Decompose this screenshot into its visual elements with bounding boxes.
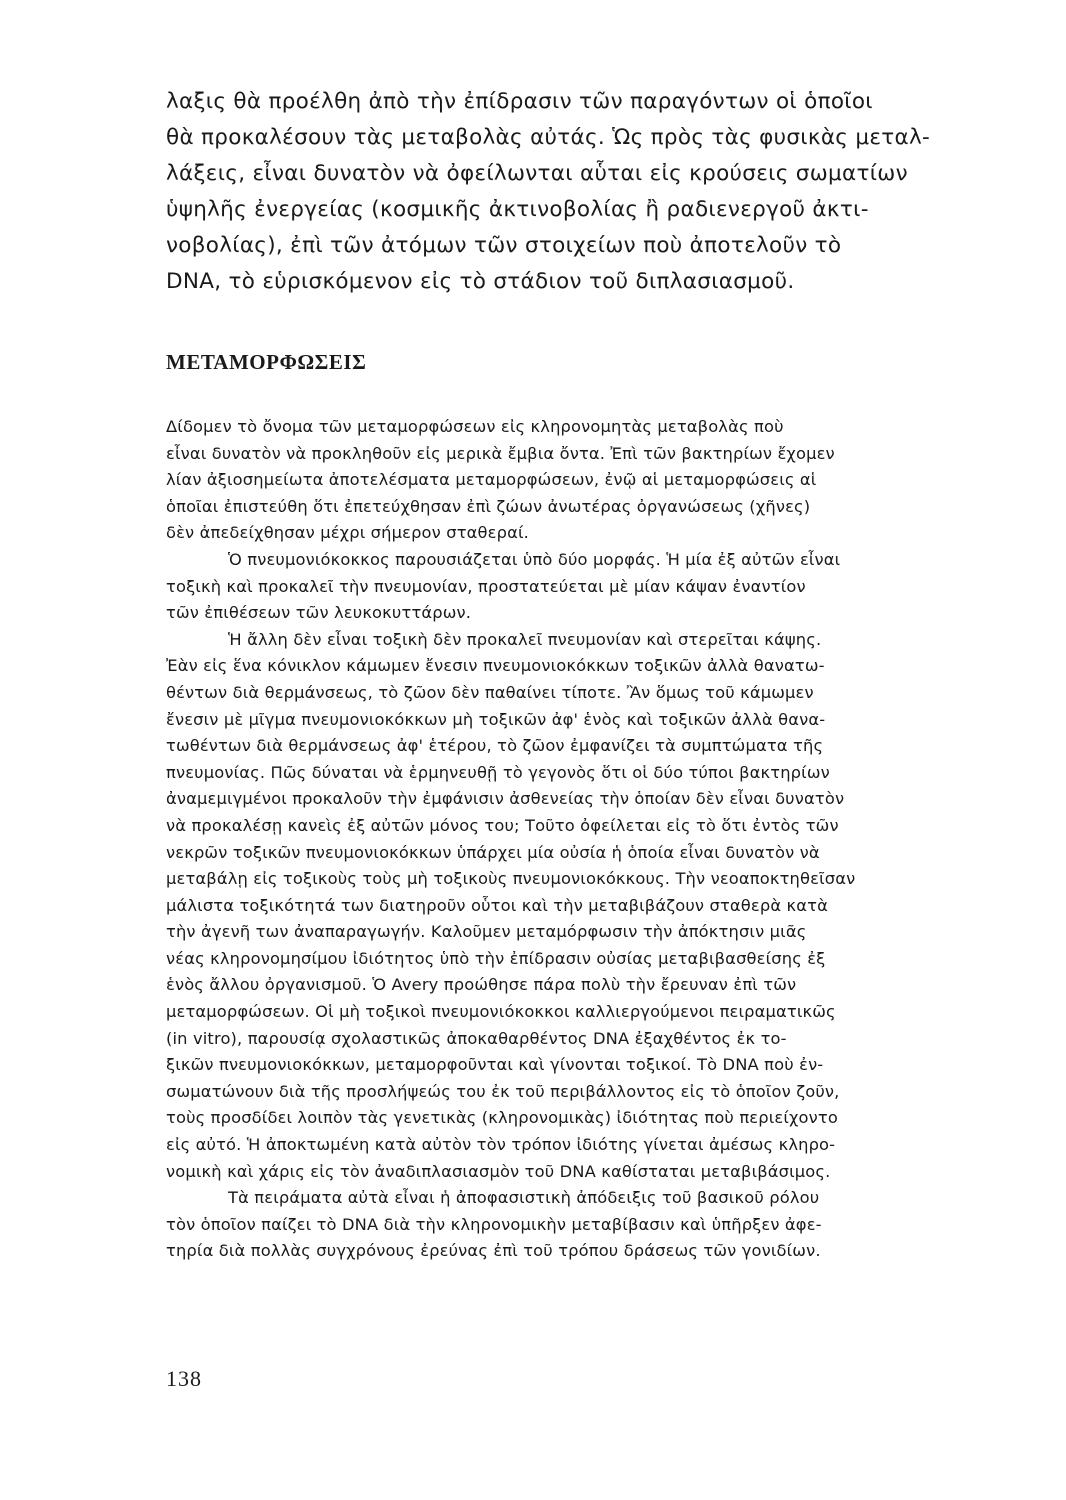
text-line: δὲν ἀπεδείχθησαν μέχρι σήμερον σταθεραί.	[166, 523, 529, 543]
text-line: νομικὴ καὶ χάρις εἰς τὸν ἀναδιπλασιασμὸν τοῦ DNA καθίσταται μεταβιβάσιμος.	[166, 1161, 831, 1181]
section-body	[166, 414, 1006, 1265]
text-line: (in vitro), παρουσίᾳ σχολαστικῶς ἀποκαθαρθέντος DNA ἐξαχθέντος ἐκ το-	[166, 1028, 787, 1048]
text-line: τῶν ἐπιθέσεων τῶν λευκοκυττάρων.	[166, 603, 472, 623]
section-heading: ΜΕΤΑΜΟΡΦΩΣΕΙΣ	[166, 350, 367, 374]
text-line: Δίδομεν τὸ ὄνομα τῶν μεταμορφώσεων εἰς κληρονομητὰς μεταβολὰς ποὺ	[166, 417, 784, 436]
text-line: πνευμονίας. Πῶς δύναται νὰ ἑρμηνευθῇ τὸ γεγονὸς ὅτι οἱ δύο τύποι βακτηρίων	[166, 762, 830, 782]
text-line: τὸν ὁποῖον παίζει τὸ DNA διὰ τὴν κληρονομικὴν μεταβίβασιν καὶ ὑπῆρξεν ἀφε-	[166, 1214, 822, 1234]
text-line: μάλιστα τοξικότητά των διατηροῦν οὗτοι καὶ τὴν μεταβιβάζουν σταθερὰ κατὰ	[166, 895, 828, 915]
page-number: 138	[166, 1366, 202, 1391]
text-line: ὑψηλῆς ἐνεργείας (κοσμικῆς ἀκτινοβολίας ἢ ραδιενεργοῦ ἀκτι-	[166, 197, 869, 222]
text-line: ἀναμεμιγμένοι προκαλοῦν τὴν ἐμφάνισιν ἀσθενείας τὴν ὁποίαν δὲν εἶναι δυνατὸν	[166, 789, 845, 809]
text-line: ἑνὸς ἄλλου ὀργανισμοῦ. Ὁ Avery προώθησε πάρα πολὺ τὴν ἔρευναν ἐπὶ τῶν	[166, 975, 797, 995]
text-line: Ἐὰν εἰς ἕνα κόνικλον κάμωμεν ἔνεσιν πνευμονιοκόκκων τοξικῶν ἀλλὰ θανατω-	[166, 656, 825, 676]
text-line: νοβολίας), ἐπὶ τῶν ἀτόμων τῶν στοιχείων ποὺ ἀποτελοῦν τὸ	[166, 233, 842, 258]
continued-paragraph	[166, 84, 1006, 300]
text-line: μεταμορφώσεων. Οἱ μὴ τοξικοὶ πνευμονιόκοκκοι καλλιεργούμενοι πειραματικῶς	[166, 1002, 836, 1022]
text-line: ὁποῖαι ἐπιστεύθη ὅτι ἐπετεύχθησαν ἐπὶ ζώων ἀνωτέρας ὀργανώσεως (χῆνες)	[166, 496, 811, 516]
text-line: θὰ προκαλέσουν τὰς μεταβολὰς αὐτάς. Ὡς πρὸς τὰς φυσικὰς μεταλ-	[166, 125, 931, 150]
text-line: ξικῶν πνευμονιοκόκκων, μεταμορφοῦνται καὶ γίνονται τοξικοί. Τὸ DNA ποὺ ἐν-	[166, 1055, 824, 1075]
text-line: νέας κληρονομησίμου ἰδιότητος ὑπὸ τὴν ἐπίδρασιν οὐσίας μεταβιβασθείσης ἐξ	[166, 948, 826, 968]
text-line: εἶναι δυνατὸν νὰ προκληθοῦν εἰς μερικὰ ἔμβια ὄντα. Ἐπὶ τῶν βακτηρίων ἔχομεν	[166, 443, 835, 463]
text-line: Ἡ ἄλλη δὲν εἶναι τοξικὴ δὲν προκαλεῖ πνευμονίαν καὶ στερεῖται κάψης.	[228, 629, 822, 649]
text-line: τωθέντων διὰ θερμάνσεως ἀφ' ἑτέρου, τὸ ζῶον ἐμφανίζει τὰ συμπτώματα τῆς	[166, 736, 824, 756]
text-line: DNA, τὸ εὑρισκόμενον εἰς τὸ στάδιον τοῦ διπλασιασμοῦ.	[166, 269, 795, 294]
text-line: εἰς αὐτό. Ἡ ἀποκτωμένη κατὰ αὐτὸν τὸν τρόπον ἰδιότης γίνεται ἀμέσως κληρο-	[166, 1135, 836, 1155]
text-line: λίαν ἀξιοσημείωτα ἀποτελέσματα μεταμορφώσεων, ἐνῷ αἱ μεταμορφώσεις αἱ	[166, 470, 817, 490]
text-line: τὴν ἀγενῆ των ἀναπαραγωγήν. Καλοῦμεν μεταμόρφωσιν τὴν ἀπόκτησιν μιᾶς	[166, 922, 807, 942]
text-line: Ὁ πνευμονιόκοκκος παρουσιάζεται ὑπὸ δύο μορφάς. Ἡ μία ἐξ αὐτῶν εἶναι	[228, 549, 841, 569]
text-line: τηρία διὰ πολλὰς συγχρόνους ἐρεύνας ἐπὶ τοῦ τρόπου δράσεως τῶν γονιδίων.	[166, 1241, 821, 1261]
text-line: μεταβάλῃ εἰς τοξικοὺς τοὺς μὴ τοξικοὺς πνευμονιοκόκκους. Τὴν νεοαποκτηθεῖσαν	[166, 869, 856, 889]
text-line: τοξικὴ καὶ προκαλεῖ τὴν πνευμονίαν, προστατεύεται μὲ μίαν κάψαν ἐναντίον	[166, 576, 806, 596]
text-line: λάξεις, εἶναι δυνατὸν νὰ ὀφείλωνται αὗται εἰς κρούσεις σωματίων	[166, 161, 908, 186]
text-line: σωματώνουν διὰ τῆς προσλήψεώς του ἐκ τοῦ περιβάλλοντος εἰς τὸ ὁποῖον ζοῦν,	[166, 1081, 840, 1101]
text-line: νὰ προκαλέσῃ κανεὶς ἐξ αὐτῶν μόνος του; Τοῦτο ὀφείλεται εἰς τὸ ὅτι ἐντὸς τῶν	[166, 815, 839, 835]
text-line: νεκρῶν τοξικῶν πνευμονιοκόκκων ὑπάρχει μία οὐσία ἡ ὁποία εἶναι δυνατὸν νὰ	[166, 842, 820, 862]
text-line: ἔνεσιν μὲ μῖγμα πνευμονιοκόκκων μὴ τοξικῶν ἀφ' ἑνὸς καὶ τοξικῶν ἀλλὰ θανα-	[166, 709, 826, 729]
text-line: λαξις θὰ προέλθη ἀπὸ τὴν ἐπίδρασιν τῶν παραγόντων οἱ ὁποῖοι	[166, 89, 873, 114]
text-line: θέντων διὰ θερμάνσεως, τὸ ζῶον δὲν παθαίνει τίποτε. Ἂν ὅμως τοῦ κάμωμεν	[166, 682, 814, 702]
text-line: τοὺς προσδίδει λοιπὸν τὰς γενετικὰς (κληρονομικὰς) ἰδιότητας ποὺ περιείχοντο	[166, 1108, 838, 1128]
text-line: Τὰ πειράματα αὐτὰ εἶναι ἡ ἀποφασιστικὴ ἀπόδειξις τοῦ βασικοῦ ρόλου	[228, 1188, 820, 1208]
